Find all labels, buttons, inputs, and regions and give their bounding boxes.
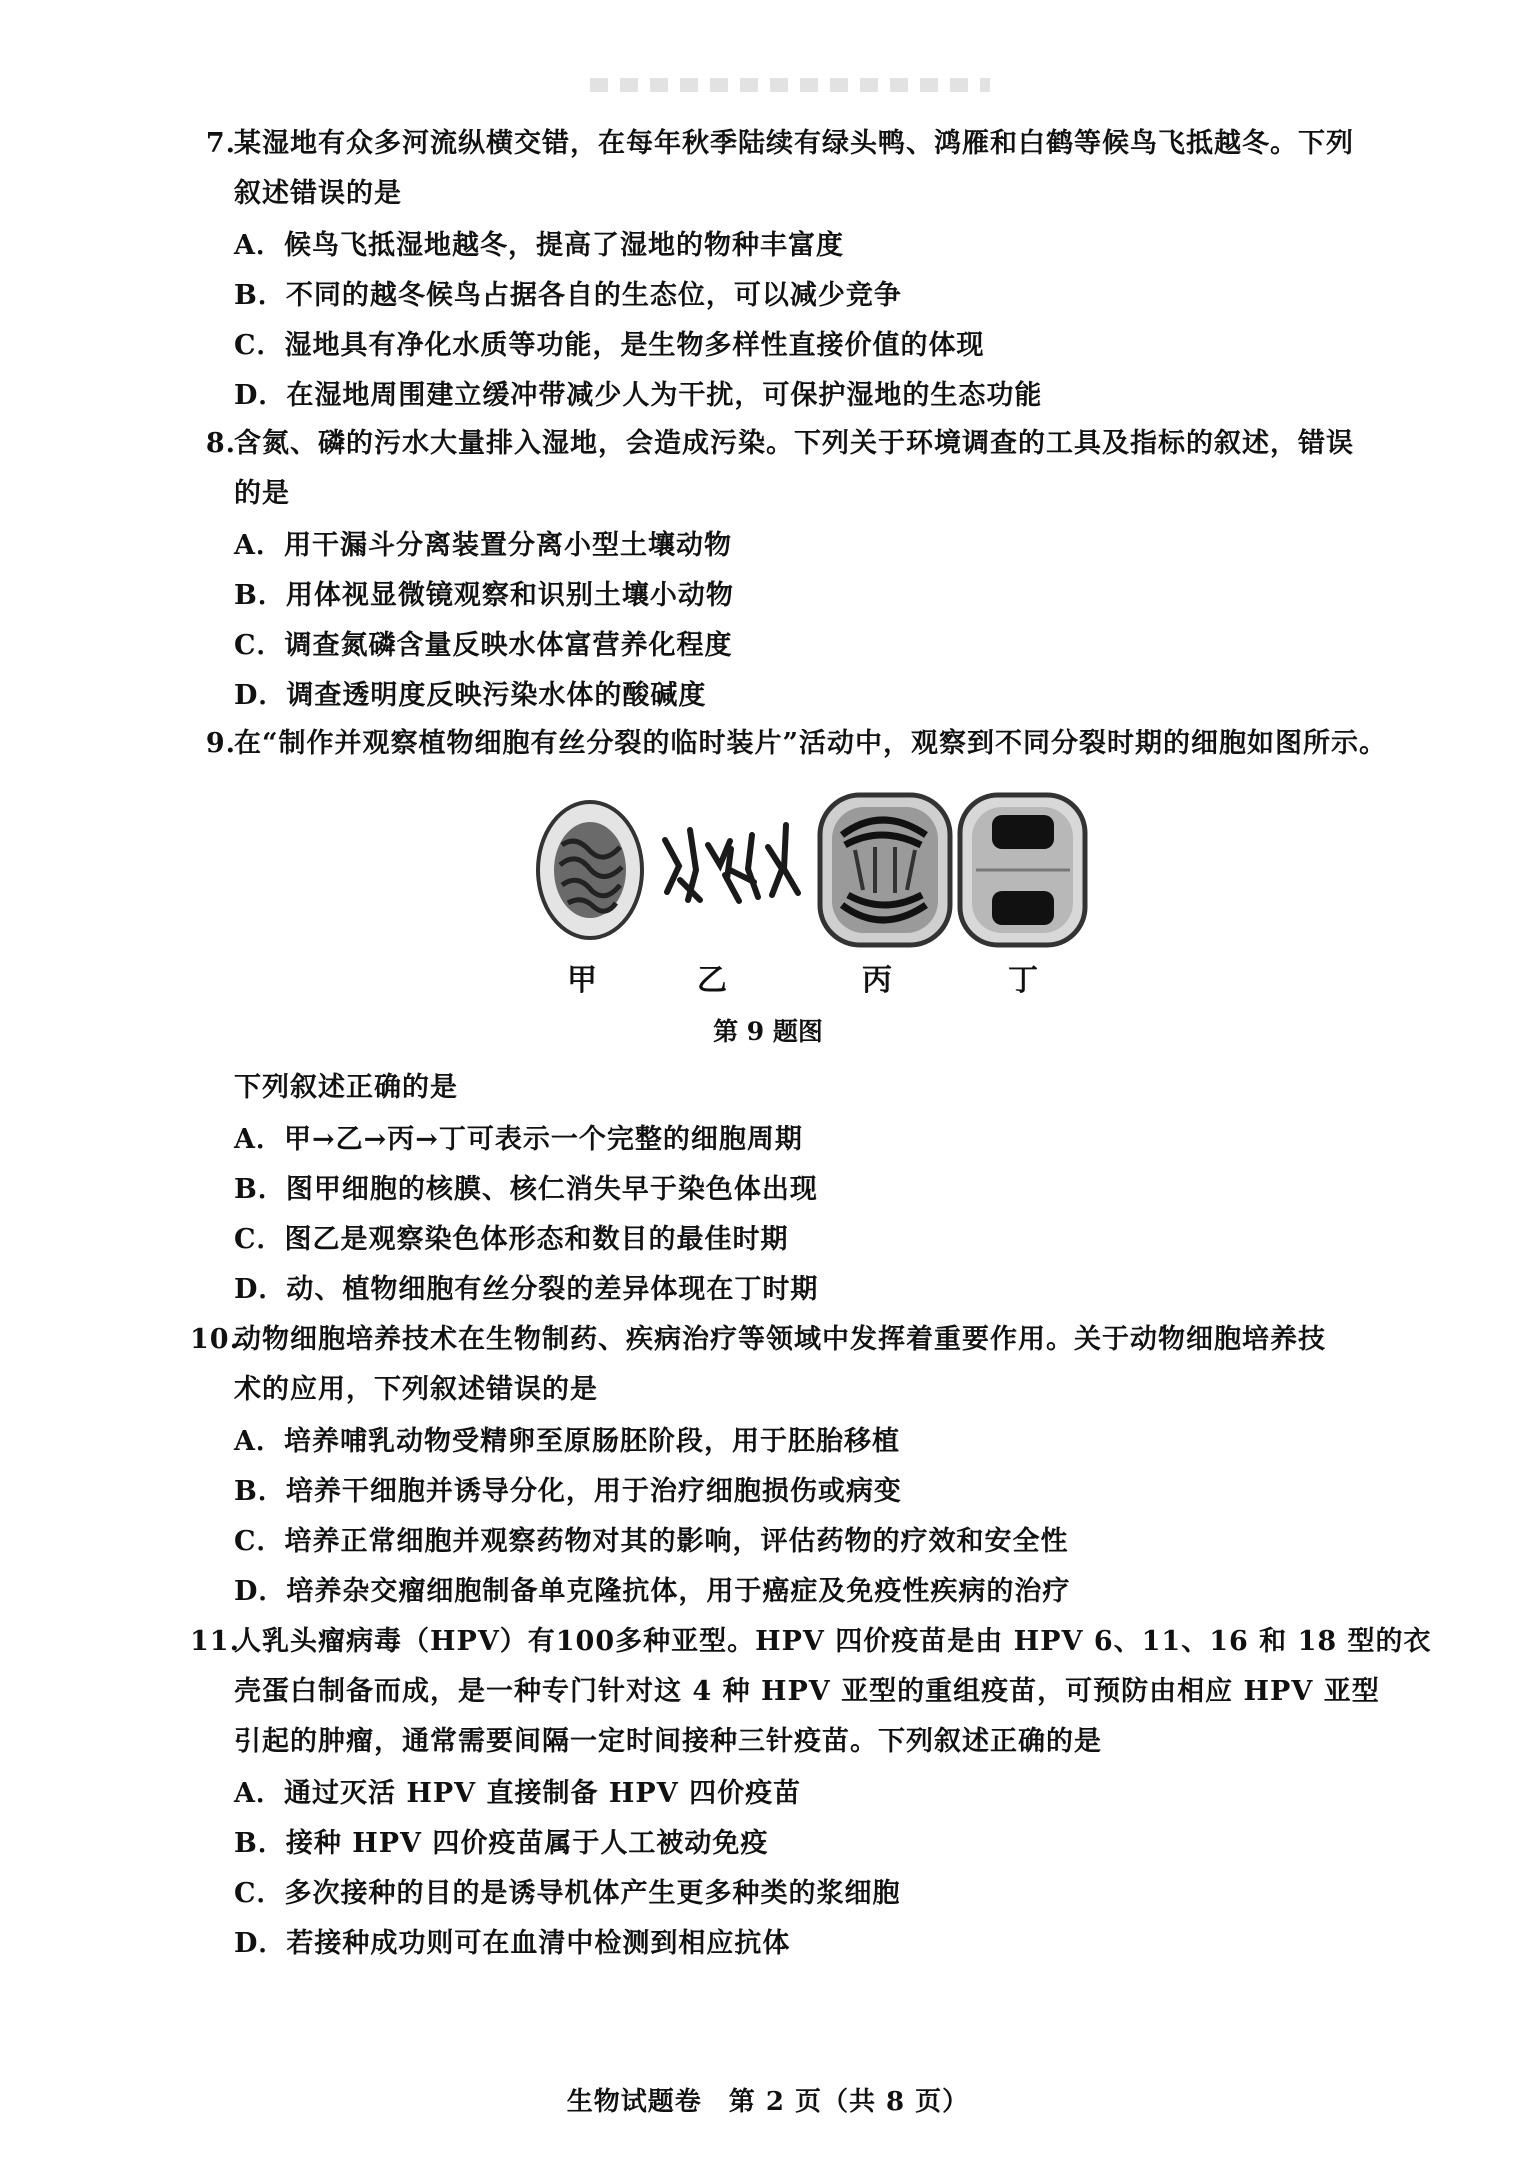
option-a: A．候鸟飞抵湿地越冬，提高了湿地的物种丰富度 xyxy=(234,230,844,261)
figure-caption: 第 9 题图 xyxy=(713,1017,823,1046)
option-a: A．用干漏斗分离装置分离小型土壤动物 xyxy=(234,530,732,561)
question-stem: 下列叙述正确的是 xyxy=(234,1072,458,1103)
option-c: C．培养正常细胞并观察药物对其的影响，评估药物的疗效和安全性 xyxy=(234,1526,1069,1557)
option-c: C．湿地具有净化水质等功能，是生物多样性直接价值的体现 xyxy=(234,330,985,361)
option-b: B．用体视显微镜观察和识别土壤小动物 xyxy=(234,580,734,611)
cell-ding-image xyxy=(960,795,1085,945)
question-number: 9. xyxy=(205,728,236,759)
cell-bing-image xyxy=(820,795,950,945)
question-text: 某湿地有众多河流纵横交错，在每年秋季陆续有绿头鸭、鸿雁和白鹤等候鸟飞抵越冬。下列 xyxy=(234,128,1354,159)
question-text: 的是 xyxy=(234,478,290,509)
cell-yi-image xyxy=(665,825,798,901)
option-b: B．接种 HPV 四价疫苗属于人工被动免疫 xyxy=(234,1828,769,1859)
question-number: 11. xyxy=(190,1626,240,1657)
option-a: A．甲→乙→丙→丁可表示一个完整的细胞周期 xyxy=(234,1124,803,1155)
option-d: D．在湿地周围建立缓冲带减少人为干扰，可保护湿地的生态功能 xyxy=(234,380,1043,411)
cell-jia-image xyxy=(538,802,642,938)
option-d: D．培养杂交瘤细胞制备单克隆抗体，用于癌症及免疫性疾病的治疗 xyxy=(234,1576,1071,1607)
option-d: D．动、植物细胞有丝分裂的差异体现在丁时期 xyxy=(234,1274,819,1305)
option-c: C．调查氮磷含量反映水体富营养化程度 xyxy=(234,630,733,661)
question-number: 7. xyxy=(205,128,236,159)
figure-label-yi: 乙 xyxy=(697,963,727,998)
option-a: A．培养哺乳动物受精卵至原肠胚阶段，用于胚胎移植 xyxy=(234,1426,900,1457)
question-text: 在“制作并观察植物细胞有丝分裂的临时装片”活动中，观察到不同分裂时期的细胞如图所示。 xyxy=(234,728,1388,759)
question-text: 引起的肿瘤，通常需要间隔一定时间接种三针疫苗。下列叙述正确的是 xyxy=(234,1726,1102,1757)
option-a: A．通过灭活 HPV 直接制备 HPV 四价疫苗 xyxy=(234,1778,802,1809)
question-text: 人乳头瘤病毒（HPV）有100多种亚型。HPV 四价疫苗是由 HPV 6、11、16 和 18 型的衣 xyxy=(234,1626,1432,1657)
option-b: B．图甲细胞的核膜、核仁消失早于染色体出现 xyxy=(234,1174,818,1205)
header-smudge xyxy=(590,78,990,92)
question-text: 壳蛋白制备而成，是一种专门针对这 4 种 HPV 亚型的重组疫苗，可预防由相应 HPV 亚型 xyxy=(234,1676,1380,1707)
page-footer: 生物试题卷 第 2 页（共 8 页） xyxy=(566,2087,970,2117)
option-d: D．调查透明度反映污染水体的酸碱度 xyxy=(234,680,707,711)
question-text: 叙述错误的是 xyxy=(234,178,402,209)
figure-label-bing: 丙 xyxy=(862,963,892,998)
option-d: D．若接种成功则可在血清中检测到相应抗体 xyxy=(234,1928,791,1959)
figure-label-jia: 甲 xyxy=(567,963,597,998)
question-text: 含氮、磷的污水大量排入湿地，会造成污染。下列关于环境调查的工具及指标的叙述，错误 xyxy=(234,428,1354,459)
figure-label-ding: 丁 xyxy=(1008,963,1038,998)
option-b: B．不同的越冬候鸟占据各自的生态位，可以减少竞争 xyxy=(234,280,902,311)
option-c: C．多次接种的目的是诱导机体产生更多种类的浆细胞 xyxy=(234,1878,901,1909)
option-c: C．图乙是观察染色体形态和数目的最佳时期 xyxy=(234,1224,789,1255)
question-text: 术的应用，下列叙述错误的是 xyxy=(234,1374,598,1405)
mitosis-cells-figure xyxy=(530,785,1090,955)
question-number: 10. xyxy=(190,1324,240,1355)
option-b: B．培养干细胞并诱导分化，用于治疗细胞损伤或病变 xyxy=(234,1476,902,1507)
question-text: 动物细胞培养技术在生物制药、疾病治疗等领域中发挥着重要作用。关于动物细胞培养技 xyxy=(234,1324,1326,1355)
question-number: 8. xyxy=(205,428,236,459)
